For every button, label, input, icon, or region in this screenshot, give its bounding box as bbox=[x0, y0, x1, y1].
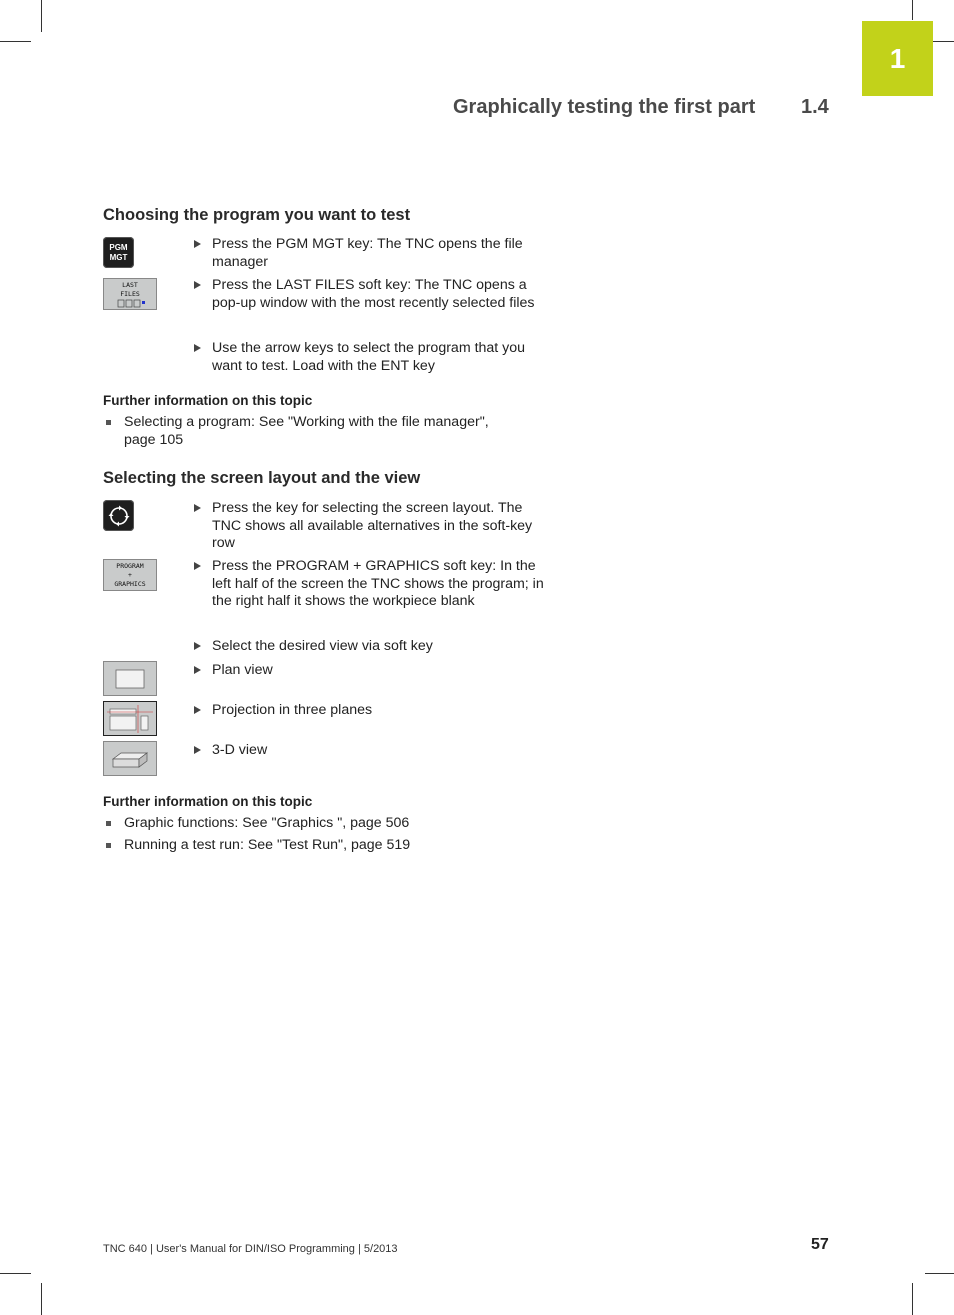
bullet-text: Graphic functions: See "Graphics ", page 506 bbox=[124, 815, 410, 831]
bullet-item bbox=[106, 837, 516, 855]
files-stack-icon bbox=[113, 299, 147, 308]
square-bullet-icon bbox=[106, 420, 111, 425]
crop-mark bbox=[41, 0, 42, 32]
3d-view-softkey-icon bbox=[103, 741, 157, 776]
square-bullet-icon bbox=[106, 821, 111, 826]
triangle-bullet-icon bbox=[194, 504, 201, 512]
bullet-text: Selecting a program: See "Working with the file manager", page 105 bbox=[124, 414, 489, 448]
last-files-softkey-icon bbox=[103, 278, 157, 310]
step-item bbox=[194, 500, 544, 553]
step-text: Press the PGM MGT key: The TNC opens the file manager bbox=[212, 236, 523, 270]
section-heading-choose-program: Choosing the program you want to test bbox=[103, 206, 411, 224]
triangle-bullet-icon bbox=[194, 562, 201, 570]
info-heading: Further information on this topic bbox=[103, 393, 313, 408]
square-bullet-icon bbox=[106, 843, 111, 848]
triangle-bullet-icon bbox=[194, 642, 201, 650]
chapter-tab: 1 bbox=[862, 21, 933, 96]
triangle-bullet-icon bbox=[194, 281, 201, 289]
crop-mark bbox=[925, 1273, 954, 1274]
step-item bbox=[194, 742, 544, 760]
softkey-label-line: LAST bbox=[122, 280, 138, 289]
triangle-bullet-icon bbox=[194, 666, 201, 674]
screen-layout-key-icon bbox=[103, 500, 134, 531]
step-item bbox=[194, 277, 544, 312]
crop-mark bbox=[912, 1283, 913, 1315]
crop-mark bbox=[0, 41, 31, 42]
three-planes-softkey-icon bbox=[103, 701, 157, 736]
triangle-bullet-icon bbox=[194, 746, 201, 754]
triangle-bullet-icon bbox=[194, 344, 201, 352]
softkey-label-line: PROGRAM bbox=[116, 561, 144, 570]
pgm-mgt-key-icon bbox=[103, 237, 134, 268]
crop-mark bbox=[933, 41, 954, 42]
bullet-item bbox=[106, 414, 516, 449]
circular-arrows-icon bbox=[107, 504, 131, 528]
softkey-label-line: GRAPHICS bbox=[114, 579, 146, 588]
section-number: 1.4 bbox=[801, 96, 829, 118]
step-item bbox=[194, 236, 544, 271]
step-item bbox=[194, 558, 544, 611]
step-item bbox=[194, 662, 544, 680]
key-label-line: PGM bbox=[109, 242, 128, 252]
info-heading: Further information on this topic bbox=[103, 794, 313, 809]
softkey-label-line: + bbox=[128, 570, 132, 579]
plan-view-softkey-icon bbox=[103, 661, 157, 696]
crop-mark bbox=[0, 1273, 31, 1274]
crop-mark bbox=[912, 0, 913, 20]
softkey-label-line: FILES bbox=[120, 289, 140, 298]
plan-view-icon bbox=[114, 668, 146, 690]
triangle-bullet-icon bbox=[194, 706, 201, 714]
step-text: Press the LAST FILES soft key: The TNC opens a pop-up window with the most recently selected files bbox=[212, 277, 535, 311]
program-graphics-softkey-icon bbox=[103, 559, 157, 591]
three-planes-icon bbox=[107, 705, 153, 733]
3d-box-icon bbox=[109, 747, 151, 771]
step-text: Projection in three planes bbox=[212, 702, 373, 718]
section-heading-screen-layout: Selecting the screen layout and the view bbox=[103, 469, 421, 487]
bullet-text: Running a test run: See "Test Run", page 519 bbox=[124, 837, 411, 853]
key-label-line: MGT bbox=[109, 252, 128, 262]
running-head-title: Graphically testing the first part bbox=[453, 96, 756, 118]
step-text: 3-D view bbox=[212, 742, 268, 758]
step-text: Press the key for selecting the screen layout. The TNC shows all available alternatives in the soft-key row bbox=[212, 500, 533, 552]
crop-mark bbox=[41, 1283, 42, 1315]
step-text: Select the desired view via soft key bbox=[212, 638, 433, 654]
footer-text: TNC 640 | User's Manual for DIN/ISO Programming | 5/2013 bbox=[103, 1243, 398, 1255]
step-text: Plan view bbox=[212, 662, 273, 678]
step-item bbox=[194, 638, 544, 656]
step-item bbox=[194, 702, 544, 720]
bullet-item bbox=[106, 815, 516, 833]
page-number: 57 bbox=[811, 1236, 829, 1253]
step-text: Use the arrow keys to select the program that you want to test. Load with the ENT key bbox=[212, 340, 526, 374]
running-head bbox=[453, 96, 829, 126]
triangle-bullet-icon bbox=[194, 240, 201, 248]
step-item bbox=[194, 340, 544, 375]
step-text: Press the PROGRAM + GRAPHICS soft key: In the left half of the screen the TNC shows the program; in the right half it shows the workpiece blank bbox=[212, 558, 544, 610]
